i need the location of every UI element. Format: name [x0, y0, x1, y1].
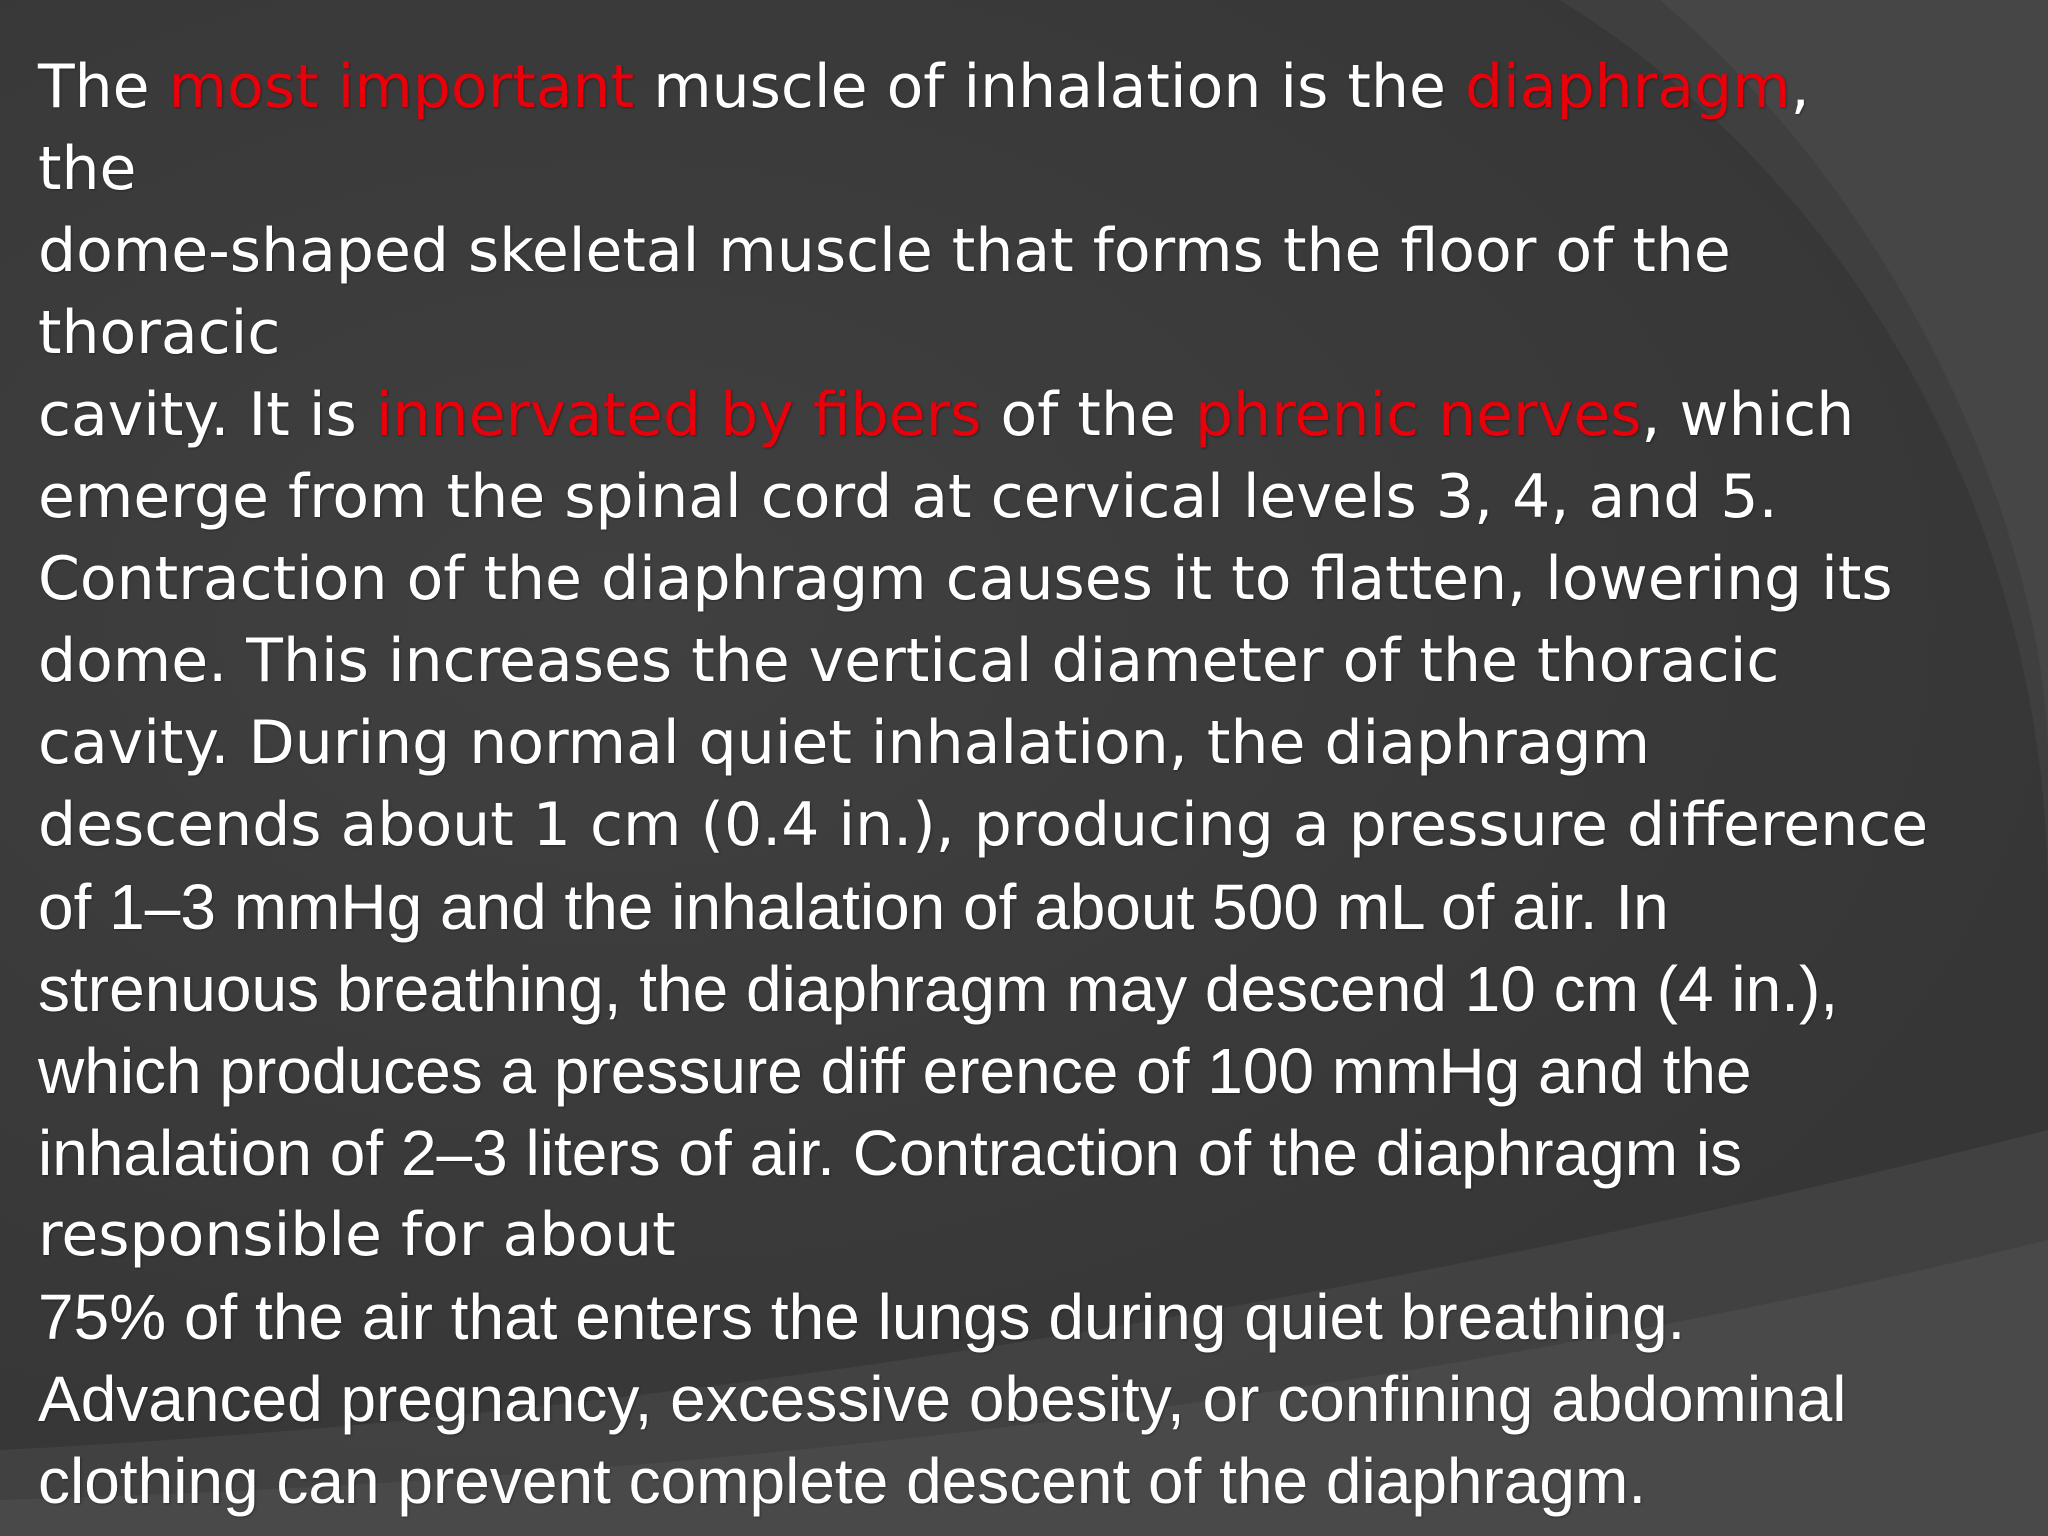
text-line-8: dome. This increases the vertical diameter of the thoracic: [38, 626, 1780, 696]
text-line-14: inhalation of 2–3 liters of air. Contraction of the diaphragm is: [38, 1117, 1743, 1189]
text-line-13: which produces a pressure diff erence of 100 mmHg and the: [38, 1035, 1752, 1107]
text-line-15: responsible for about: [38, 1200, 676, 1270]
highlight-diaphragm: diaphragm: [1464, 52, 1791, 122]
text-line-3: dome-shaped skeletal muscle that forms the floor of the: [38, 216, 1731, 286]
text-segment: muscle of inhalation is the: [634, 52, 1465, 122]
text-line-1: [38, 46, 2028, 128]
highlight-phrenic-nerves: phrenic nerves: [1194, 380, 1642, 450]
slide-body-text: [38, 46, 2028, 1522]
text-line-18: clothing can prevent complete descent of the diaphragm.: [38, 1445, 1647, 1517]
text-line-16: 75% of the air that enters the lungs during quiet breathing.: [38, 1281, 1686, 1353]
text-line-17: Advanced pregnancy, excessive obesity, or confining abdominal: [38, 1363, 1847, 1435]
text-segment: ,: [1790, 52, 1810, 122]
text-segment: The: [38, 52, 169, 122]
text-line-11: of 1–3 mmHg and the inhalation of about 500 mL of air. In: [38, 871, 1669, 943]
text-segment: cavity. It is: [38, 380, 376, 450]
text-line-12: strenuous breathing, the diaphragm may descend 10 cm (4 in.),: [38, 953, 1839, 1025]
text-line-7: Contraction of the diaphragm causes it to flatten, lowering its: [38, 544, 1893, 614]
text-line-10: descends about 1 cm (0.4 in.), producing a pressure difference: [38, 790, 1929, 860]
text-line-5: [38, 374, 2028, 456]
highlight-most-important: most important: [168, 52, 635, 122]
text-segment: of the: [981, 380, 1195, 450]
highlight-innervated-by-fibers: innervated by fibers: [375, 380, 982, 450]
text-line-9: cavity. During normal quiet inhalation, the diaphragm: [38, 708, 1651, 778]
text-segment: , which: [1641, 380, 1855, 450]
text-line-4: thoracic: [38, 298, 281, 368]
text-line-6: emerge from the spinal cord at cervical levels 3, 4, and 5.: [38, 462, 1778, 532]
text-line-2: the: [38, 134, 137, 204]
